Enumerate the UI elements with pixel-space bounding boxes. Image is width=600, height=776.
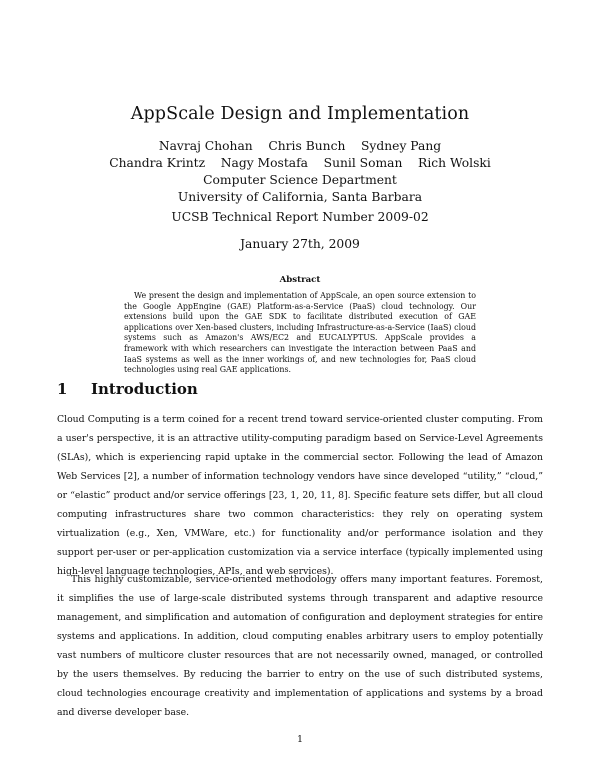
section-title: Introduction — [91, 380, 198, 398]
abstract-text: We present the design and implementation of AppScale, an open source extension to the Google AppEngine (GAE) Platform-as-a-Service (PaaS) cloud technology. Our extensions build upon the GAE SDK to facilitate distributed execution of GAE applications over Xen-based clusters, including Infrastructure-as-a-Service (IaaS) cloud systems such as Amazon's AWS/EC2 and EUCALYPTUS. AppScale provides a framework with which researchers can investigate the interaction between PaaS and IaaS systems as well as the inner workings of, and new technologies for, PaaS cloud technologies using real GAE applications. — [124, 291, 476, 375]
section-number: 1 — [57, 380, 68, 398]
body-paragraph-2: This highly customizable, service-oriented methodology offers many important features. Foremost, it simplifies the use of large-scale distributed systems through transparent and adaptive resource management, and simplification and automation of configuration and deployment strategies for entire systems and applications. In addition, cloud computing enables arbitrary users to employ potentially vast numbers of multicore cluster resources that are not necessarily owned, managed, or controlled by the users themselves. By reducing the barrier to entry on the use of such distributed systems, cloud technologies encourage creativity and implementation of applications and systems by a broad and diverse developer base. — [57, 574, 543, 718]
section-heading-introduction — [57, 380, 198, 398]
university: University of California, Santa Barbara — [177, 190, 423, 204]
report-number: UCSB Technical Report Number 2009-02 — [171, 210, 429, 224]
department: Computer Science Department — [203, 173, 397, 187]
author-list-line-2: Chandra Krintz Nagy Mostafa Sunil Soman Rich Wolski — [109, 156, 491, 170]
publication-date: January 27th, 2009 — [240, 237, 360, 251]
page-number: 1 — [296, 734, 304, 745]
abstract-heading: Abstract — [279, 275, 321, 285]
author-list-line-1: Navraj Chohan Chris Bunch Sydney Pang — [158, 139, 442, 153]
body-paragraph-1: Cloud Computing is a term coined for a recent trend toward service-oriented cluster computing. From a user's perspective, it is an attractive utility-computing paradigm based on Service-Level Agreements (SLAs), which is experiencing rapid uptake in the commercial sector. Following the lead of Amazon Web Services [2], a number of information technology vendors have since developed “utility,” “cloud,” or “elastic” product and/or service offerings [23, 1, 20, 11, 8]. Specific feature sets differ, but all cloud computing infrastructures share two common characteristics: they rely on operating system virtualization (e.g., Xen, VMWare, etc.) for functionality and/or performance isolation and they support per-user or per-application customization via a service interface (typically implemented using high-level language technologies, APIs, and web services). — [57, 414, 543, 577]
paper-title: AppScale Design and Implementation — [130, 104, 470, 124]
